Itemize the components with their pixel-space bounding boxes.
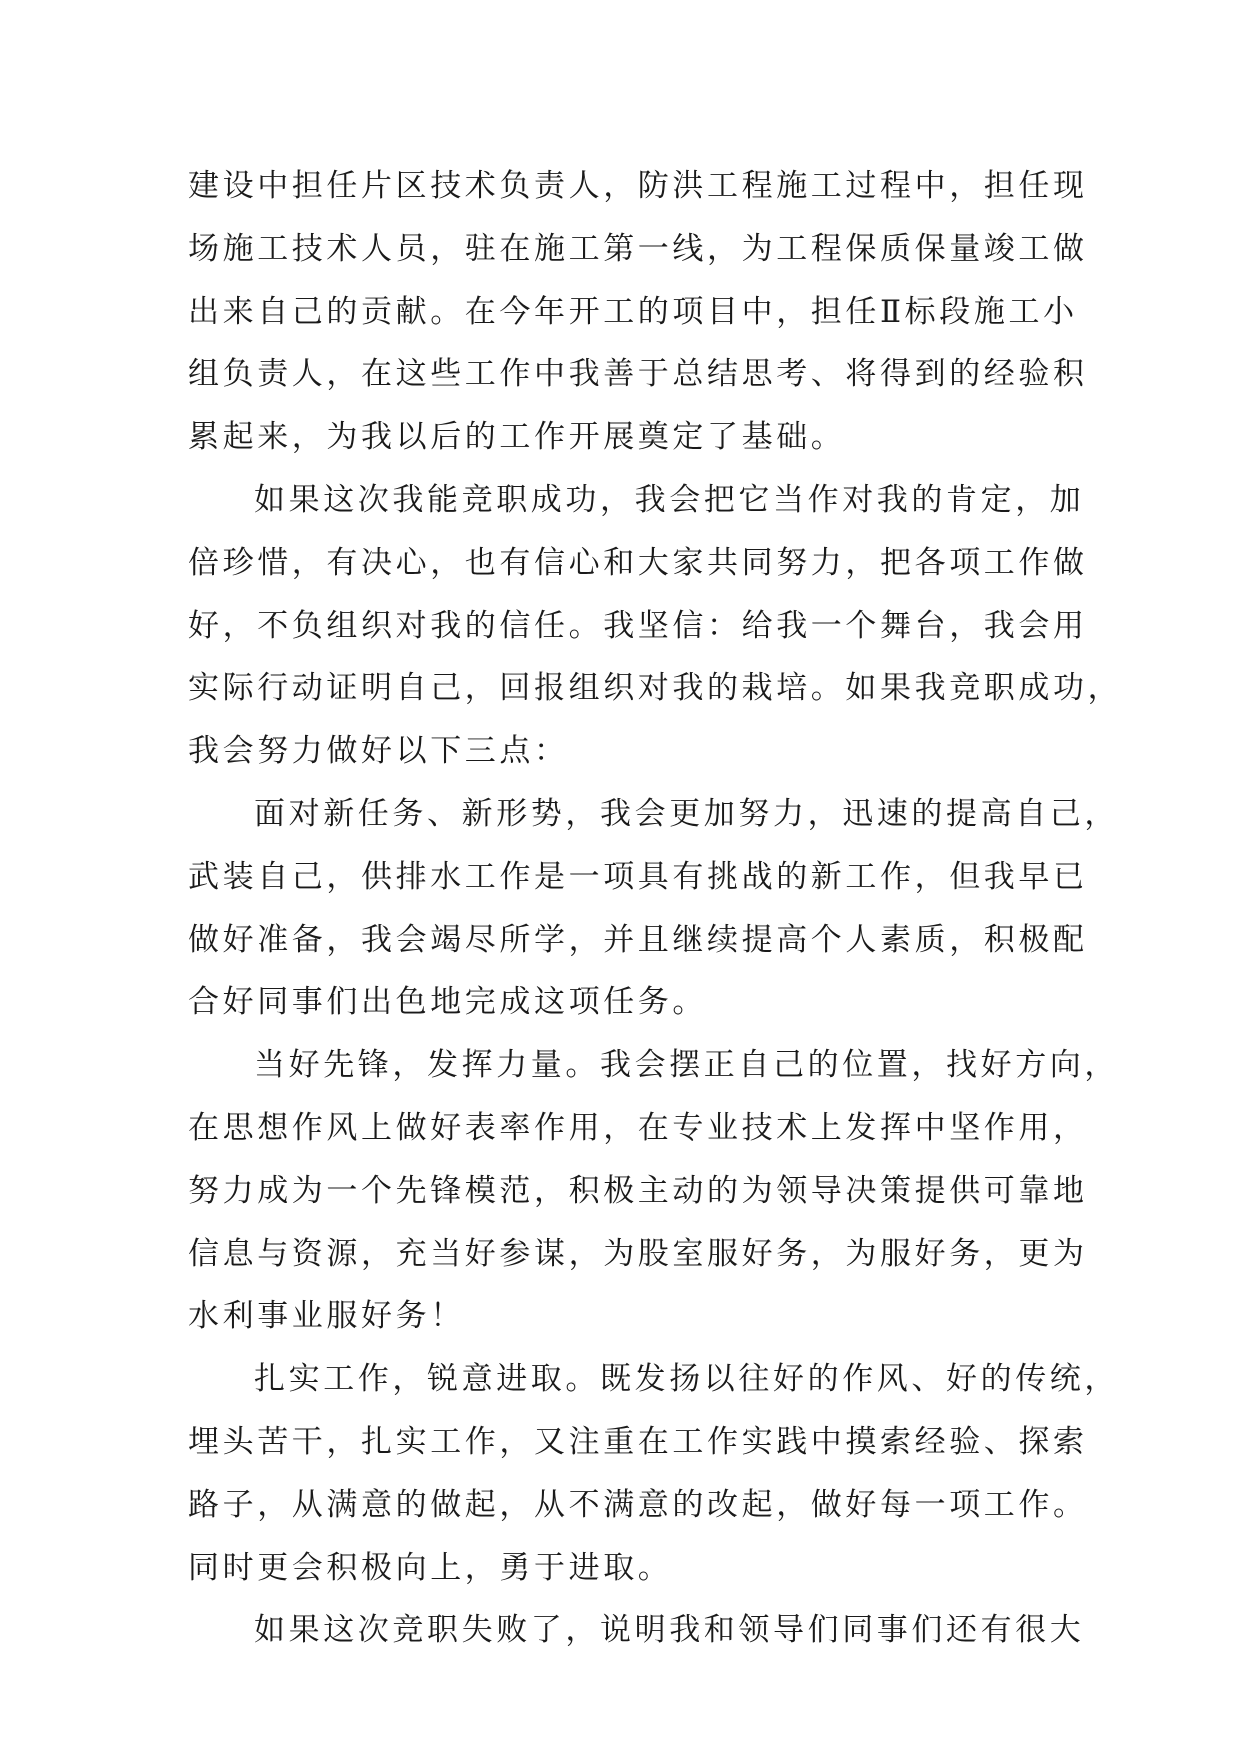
text-line: 我会努力做好以下三点： bbox=[188, 733, 569, 770]
text-line: 路子，从满意的做起，从不满意的改起，做好每一项工作。 bbox=[188, 1486, 1088, 1523]
text-line: 面对新任务、新形势，我会更加努力，迅速的提高自己， bbox=[254, 795, 1119, 832]
text-line: 埋头苦干，扎实工作，又注重在工作实践中摸索经验、探索 bbox=[188, 1423, 1088, 1460]
text-line: 场施工技术人员，驻在施工第一线，为工程保质保量竣工做 bbox=[188, 230, 1088, 267]
text-line: 在思想作风上做好表率作用，在专业技术上发挥中坚作用， bbox=[188, 1109, 1088, 1146]
text-line: 组负责人，在这些工作中我善于总结思考、将得到的经验积 bbox=[188, 356, 1088, 393]
text-line: 实际行动证明自己，回报组织对我的栽培。如果我竞职成功， bbox=[188, 670, 1123, 707]
text-line: 当好先锋，发挥力量。我会摆正自己的位置，找好方向， bbox=[254, 1047, 1119, 1084]
text-line: 倍珍惜，有决心，也有信心和大家共同努力，把各项工作做 bbox=[188, 544, 1088, 581]
text-line: 累起来，为我以后的工作开展奠定了基础。 bbox=[188, 419, 846, 456]
text-line: 努力成为一个先锋模范，积极主动的为领导决策提供可靠地 bbox=[188, 1172, 1088, 1209]
text-line: 做好准备，我会竭尽所学，并且继续提高个人素质，积极配 bbox=[188, 921, 1088, 958]
text-line: 如果这次我能竞职成功，我会把它当作对我的肯定，加 bbox=[254, 481, 1085, 518]
text-line: 扎实工作，锐意进取。既发扬以往好的作风、好的传统， bbox=[254, 1361, 1119, 1398]
text-line: 信息与资源，充当好参谋，为股室服好务，为服好务，更为 bbox=[188, 1235, 1088, 1272]
text-line: 合好同事们出色地完成这项任务。 bbox=[188, 984, 707, 1021]
text-line: 同时更会积极向上，勇于进取。 bbox=[188, 1549, 673, 1586]
text-line: 出来自己的贡献。在今年开工的项目中，担任Ⅱ标段施工小 bbox=[188, 293, 1078, 330]
text-line: 水利事业服好务！ bbox=[188, 1298, 465, 1335]
document-body bbox=[188, 155, 1123, 1662]
text-line: 建设中担任片区技术负责人，防洪工程施工过程中，担任现 bbox=[188, 168, 1088, 204]
text-line: 如果这次竞职失败了，说明我和领导们同事们还有很大 bbox=[254, 1612, 1085, 1649]
text-line: 好，不负组织对我的信任。我坚信：给我一个舞台，我会用 bbox=[188, 607, 1088, 644]
text-line: 武装自己，供排水工作是一项具有挑战的新工作，但我早已 bbox=[188, 858, 1088, 895]
